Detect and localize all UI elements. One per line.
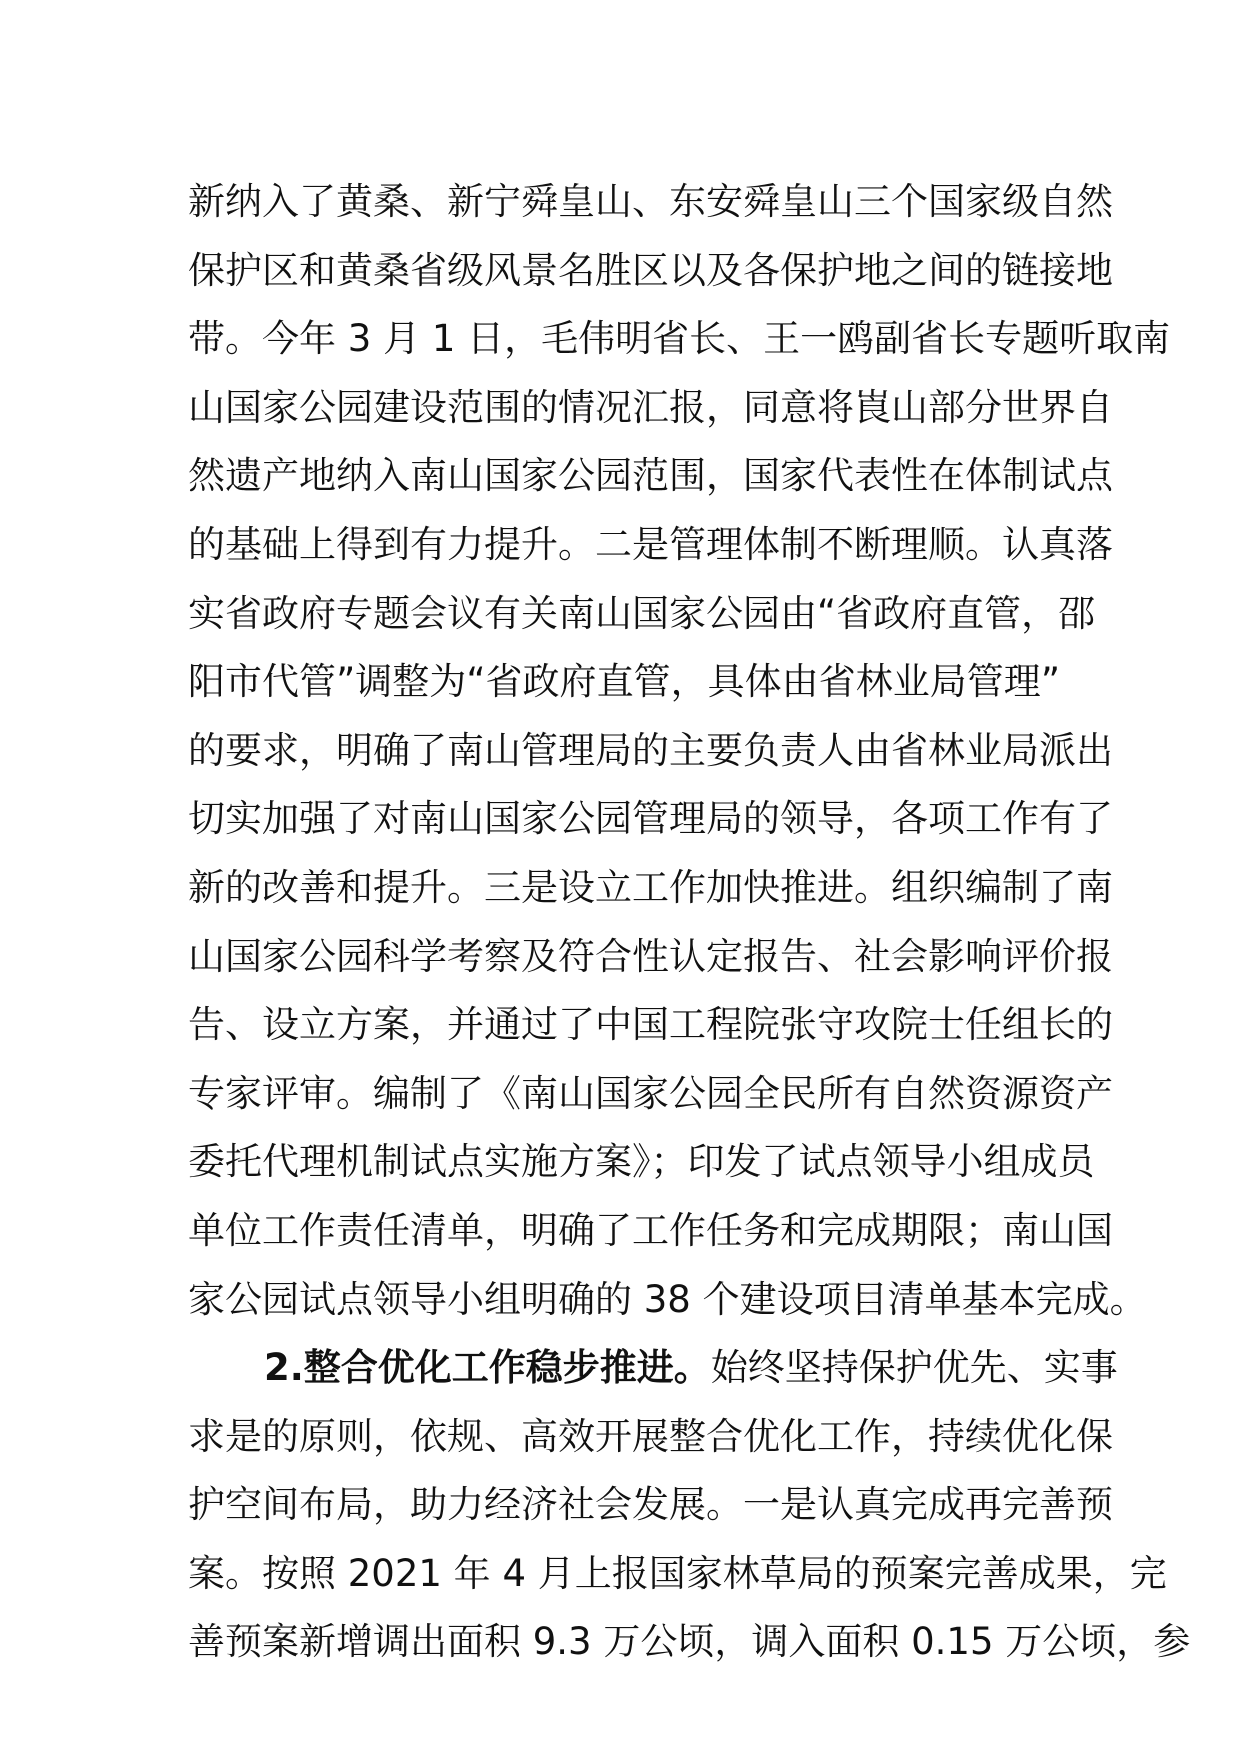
paragraph-line: 委托代理机制试点实施方案》；印发了试点领导小组成员 <box>188 1140 1095 1184</box>
paragraph-line: 家公园试点领导小组明确的 38 个建设项目清单基本完成。 <box>188 1277 1147 1321</box>
paragraph-line: 阳市代管”调整为“省政府直管，具体由省林业局管理” <box>188 660 1060 704</box>
body-text <box>188 168 1191 1677</box>
section-heading: 2.整合优化工作稳步推进。 <box>264 1346 711 1390</box>
paragraph-line: 专家评审。编制了《南山国家公园全民所有自然资源资产 <box>188 1071 1113 1115</box>
section-2-first-line <box>188 1334 1118 1403</box>
paragraph-line: 然遗产地纳入南山国家公园范围，国家代表性在体制试点 <box>188 454 1113 498</box>
paragraph-line: 告、设立方案，并通过了中国工程院张守攻院士任组长的 <box>188 1003 1113 1047</box>
paragraph-line: 善预案新增调出面积 9.3 万公顷，调入面积 0.15 万公顷，参 <box>188 1620 1191 1664</box>
paragraph-line: 切实加强了对南山国家公园管理局的领导，各项工作有了 <box>188 797 1113 841</box>
paragraph-line: 山国家公园建设范围的情况汇报，同意将崀山部分世界自 <box>188 385 1113 429</box>
paragraph-line: 新纳入了黄桑、新宁舜皇山、东安舜皇山三个国家级自然 <box>188 180 1113 223</box>
paragraph-line: 新的改善和提升。三是设立工作加快推进。组织编制了南 <box>188 865 1113 909</box>
paragraph-line: 的基础上得到有力提升。二是管理体制不断理顺。认真落 <box>188 522 1113 566</box>
paragraph-line: 护空间布局，助力经济社会发展。一是认真完成再完善预 <box>188 1483 1113 1527</box>
paragraph-line: 单位工作责任清单，明确了工作任务和完成期限；南山国 <box>188 1208 1113 1252</box>
paragraph-line: 山国家公园科学考察及符合性认定报告、社会影响评价报 <box>188 934 1113 978</box>
paragraph-line: 带。今年 3 月 1 日，毛伟明省长、王一鸥副省长专题听取南 <box>188 317 1171 361</box>
paragraph-line: 求是的原则，依规、高效开展整合优化工作，持续优化保 <box>188 1414 1113 1458</box>
paragraph-line: 的要求，明确了南山管理局的主要负责人由省林业局派出 <box>188 728 1113 772</box>
section-heading-continuation: 始终坚持保护优先、实事 <box>710 1346 1118 1390</box>
paragraph-line: 保护区和黄桑省级风景名胜区以及各保护地之间的链接地 <box>188 248 1113 292</box>
paragraph-line: 案。按照 2021 年 4 月上报国家林草局的预案完善成果，完 <box>188 1551 1167 1595</box>
paragraph-line: 实省政府专题会议有关南山国家公园由“省政府直管，邵 <box>188 591 1096 635</box>
